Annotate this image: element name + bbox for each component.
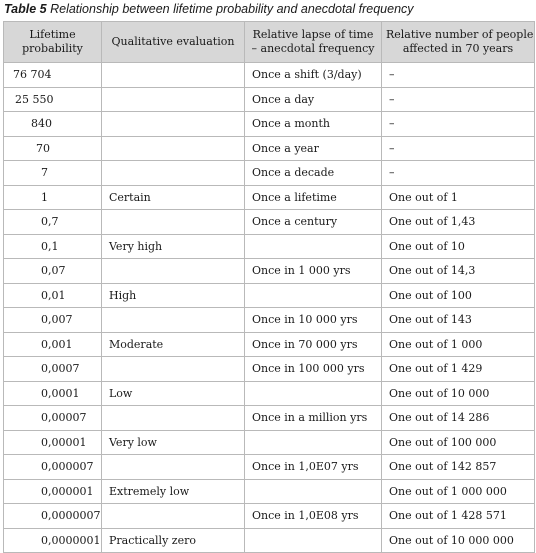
cell-lifetime-probability: 7 [4,161,102,186]
cell-anecdotal-frequency [245,430,382,455]
table-row [4,332,535,357]
header-people-affected-line2: affected in 70 years [402,42,514,55]
cell-qualitative-evaluation: Low [102,381,245,406]
cell-qualitative-evaluation: Extremely low [102,479,245,504]
cell-qualitative-evaluation [102,357,245,382]
table-row [4,455,535,480]
header-people-affected [382,22,535,63]
cell-anecdotal-frequency: Once a century [245,210,382,235]
header-anecdotal-frequency-line2: – anecdotal frequency [251,42,375,55]
cell-lifetime-probability: 0,07 [4,259,102,284]
cell-lifetime-probability: 25 550 [4,87,102,112]
cell-lifetime-probability: 840 [4,112,102,137]
cell-qualitative-evaluation: Certain [102,185,245,210]
cell-lifetime-probability: 0,0000007 [4,504,102,529]
cell-anecdotal-frequency: Once in 100 000 yrs [245,357,382,382]
header-row [4,22,535,63]
cell-qualitative-evaluation: High [102,283,245,308]
cell-anecdotal-frequency [245,528,382,553]
cell-lifetime-probability: 0,7 [4,210,102,235]
cell-people-affected: – [382,112,535,137]
cell-lifetime-probability: 0,001 [4,332,102,357]
table-row [4,528,535,553]
cell-anecdotal-frequency: Once in 70 000 yrs [245,332,382,357]
table-row [4,234,535,259]
cell-people-affected: One out of 1 429 [382,357,535,382]
table-row [4,259,535,284]
cell-people-affected: One out of 1 000 [382,332,535,357]
table-caption [4,1,414,18]
cell-qualitative-evaluation [102,308,245,333]
cell-qualitative-evaluation: Practically zero [102,528,245,553]
header-anecdotal-frequency [245,22,382,63]
cell-people-affected: One out of 100 [382,283,535,308]
cell-anecdotal-frequency: Once in 10 000 yrs [245,308,382,333]
cell-people-affected: One out of 1,43 [382,210,535,235]
table-header [4,22,535,63]
cell-qualitative-evaluation [102,210,245,235]
table-row [4,136,535,161]
cell-people-affected: One out of 1 428 571 [382,504,535,529]
cell-anecdotal-frequency [245,479,382,504]
cell-qualitative-evaluation [102,259,245,284]
probability-frequency-table [3,21,535,553]
table-row [4,406,535,431]
cell-lifetime-probability: 0,000007 [4,455,102,480]
cell-people-affected: One out of 10 [382,234,535,259]
cell-anecdotal-frequency: Once a lifetime [245,185,382,210]
cell-anecdotal-frequency [245,234,382,259]
cell-lifetime-probability: 0,000001 [4,479,102,504]
table-row [4,185,535,210]
cell-qualitative-evaluation [102,161,245,186]
table-row [4,210,535,235]
cell-anecdotal-frequency: Once a month [245,112,382,137]
table-body [4,63,535,553]
cell-lifetime-probability: 0,1 [4,234,102,259]
table-row [4,479,535,504]
cell-people-affected: – [382,87,535,112]
cell-lifetime-probability: 76 704 [4,63,102,88]
cell-people-affected: One out of 10 000 000 [382,528,535,553]
cell-qualitative-evaluation [102,504,245,529]
cell-people-affected: One out of 14,3 [382,259,535,284]
cell-qualitative-evaluation [102,63,245,88]
cell-people-affected: – [382,136,535,161]
cell-people-affected: – [382,63,535,88]
cell-qualitative-evaluation [102,112,245,137]
table-row [4,504,535,529]
table-row [4,112,535,137]
header-people-affected-line1: Relative number of people [386,28,534,41]
cell-qualitative-evaluation [102,406,245,431]
cell-lifetime-probability: 0,00007 [4,406,102,431]
cell-people-affected: One out of 143 [382,308,535,333]
cell-people-affected: One out of 1 [382,185,535,210]
table-row [4,308,535,333]
cell-anecdotal-frequency: Once in 1,0E07 yrs [245,455,382,480]
table-row [4,161,535,186]
cell-lifetime-probability: 0,007 [4,308,102,333]
cell-lifetime-probability: 70 [4,136,102,161]
header-lifetime-probability-line1: Lifetime [29,28,76,41]
table-caption-title: Relationship between lifetime probability and anecdotal frequency [50,2,414,16]
table-caption-label: Table 5 [4,2,47,16]
cell-anecdotal-frequency: Once in a million yrs [245,406,382,431]
cell-anecdotal-frequency: Once in 1,0E08 yrs [245,504,382,529]
table-row [4,381,535,406]
cell-lifetime-probability: 0,0007 [4,357,102,382]
cell-qualitative-evaluation [102,136,245,161]
header-qualitative-evaluation [102,22,245,63]
cell-qualitative-evaluation: Very high [102,234,245,259]
table-row [4,87,535,112]
cell-anecdotal-frequency: Once a year [245,136,382,161]
header-lifetime-probability [4,22,102,63]
cell-qualitative-evaluation: Moderate [102,332,245,357]
cell-lifetime-probability: 1 [4,185,102,210]
header-qualitative-evaluation-text: Qualitative evaluation [111,35,235,48]
cell-anecdotal-frequency: Once a decade [245,161,382,186]
cell-people-affected: – [382,161,535,186]
cell-lifetime-probability: 0,0001 [4,381,102,406]
header-anecdotal-frequency-line1: Relative lapse of time [252,28,374,41]
table-row [4,357,535,382]
cell-people-affected: One out of 1 000 000 [382,479,535,504]
cell-people-affected: One out of 14 286 [382,406,535,431]
cell-anecdotal-frequency: Once in 1 000 yrs [245,259,382,284]
cell-qualitative-evaluation: Very low [102,430,245,455]
cell-anecdotal-frequency [245,381,382,406]
cell-people-affected: One out of 10 000 [382,381,535,406]
table-row [4,430,535,455]
cell-people-affected: One out of 100 000 [382,430,535,455]
cell-people-affected: One out of 142 857 [382,455,535,480]
cell-anecdotal-frequency [245,283,382,308]
cell-anecdotal-frequency: Once a shift (3/day) [245,63,382,88]
cell-qualitative-evaluation [102,87,245,112]
cell-lifetime-probability: 0,01 [4,283,102,308]
cell-lifetime-probability: 0,00001 [4,430,102,455]
cell-qualitative-evaluation [102,455,245,480]
cell-lifetime-probability: 0,0000001 [4,528,102,553]
cell-anecdotal-frequency: Once a day [245,87,382,112]
header-lifetime-probability-line2: probability [22,42,83,55]
table-row [4,283,535,308]
table-row [4,63,535,88]
